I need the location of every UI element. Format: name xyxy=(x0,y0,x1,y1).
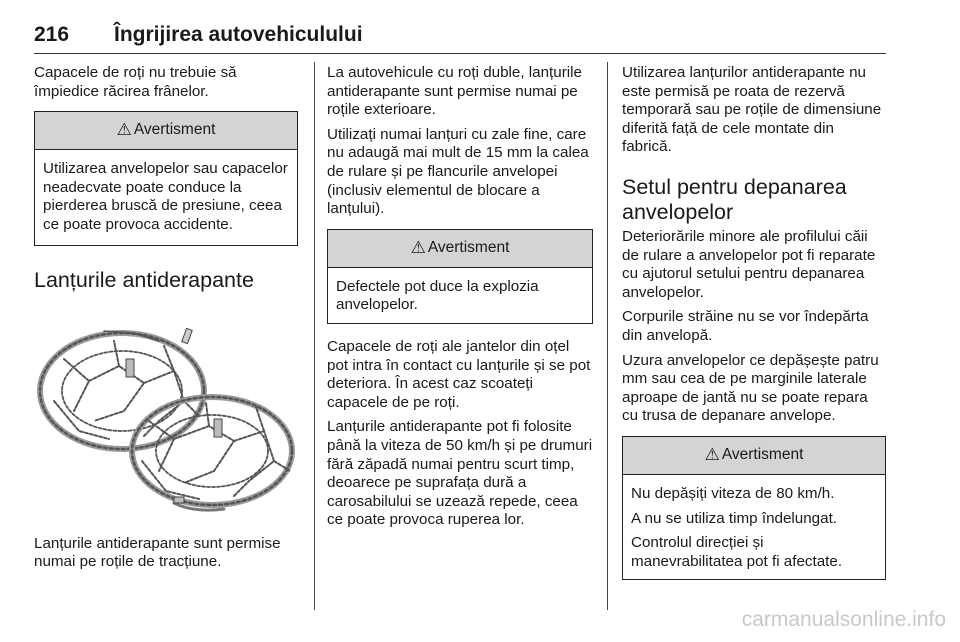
warning-triangle-icon: ⚠ xyxy=(410,237,426,257)
paragraph: La autovehicule cu roți duble, lanțurile antiderapante sunt permise numai pe roțile exterioare. xyxy=(327,64,582,119)
warning-text: Defectele pot duce la explozia anvelopelor. xyxy=(336,277,539,314)
section-heading: Setul pentru depanarea anvelopelor xyxy=(622,174,847,224)
paragraph: Uzura anvelopelor ce depășește patru mm sau cea de pe marginile laterale aproape de jantă nu se poate repara cu trusa de depanare anvelope. xyxy=(622,351,879,425)
warning-body xyxy=(623,475,885,579)
paragraph: Utilizarea lanțurilor antiderapante nu este permisă pe roata de rezervă temporară sau pe roțile de dimensiune diferită față de cele montate din fabrică. xyxy=(622,64,882,156)
warning-header xyxy=(35,112,297,150)
snow-chains-drawing xyxy=(34,311,298,519)
page-title: Îngrijirea autovehiculului xyxy=(114,23,363,46)
watermark: carmanualsonline.info xyxy=(741,608,946,631)
warning-text: Nu depășiți viteza de 80 km/h. xyxy=(631,484,835,502)
column-2 xyxy=(327,64,593,536)
snow-chains-illustration xyxy=(34,311,298,519)
column-divider xyxy=(607,62,608,610)
page-header xyxy=(34,14,886,54)
warning-triangle-icon: ⚠ xyxy=(116,120,132,140)
paragraph: Lanțurile antiderapante pot fi folosite până la viteza de 50 km/h și pe drumuri fără zăpadă numai pentru scurt timp, deoarece pe suprafața dură a carosabilului se uzează repede, ceea ce poate provoca ruperea lor. xyxy=(327,418,593,529)
warning-header xyxy=(623,437,885,475)
warning-box xyxy=(327,229,593,324)
warning-body xyxy=(35,150,297,244)
warning-title: Avertisment xyxy=(133,121,216,139)
paragraph: Utilizați numai lanțuri cu zale fine, care nu adaugă mai mult de 15 mm la calea de rulare și pe flancurile anvelopei (inclusiv elementul de blocare a lanțului). xyxy=(327,125,589,218)
paragraph: Corpurile străine nu se vor îndepărta din anvelopă. xyxy=(622,308,869,344)
warning-text: Utilizarea anvelopelor sau capacelor neadecvate poate conduce la pierderea bruscă de presiune, ceea ce poate provoca accidente. xyxy=(43,160,288,233)
warning-header xyxy=(328,230,592,268)
warning-body xyxy=(328,268,592,323)
warning-box xyxy=(34,111,298,245)
warning-text: A nu se utiliza timp îndelungat. xyxy=(631,509,838,527)
warning-title: Avertisment xyxy=(427,238,510,256)
column-3 xyxy=(622,64,886,594)
warning-text: Controlul direcției și manevrabilitatea pot fi afectate. xyxy=(631,534,843,570)
paragraph: Lanțurile antiderapante sunt permise numai pe roțile de tracțiune. xyxy=(34,534,281,571)
warning-box xyxy=(622,436,886,580)
column-divider xyxy=(314,62,315,610)
page-number: 216 xyxy=(34,23,70,46)
paragraph: Capacele de roți ale jantelor din oțel pot intra în contact cu lanțurile și se pot deteriora. În acest caz scoateți capacele de pe roți. xyxy=(327,337,591,411)
warning-title: Avertisment xyxy=(721,446,804,464)
warning-triangle-icon: ⚠ xyxy=(704,445,720,465)
section-heading: Lanțurile antiderapante xyxy=(34,267,254,292)
column-1 xyxy=(34,64,298,578)
paragraph: Deteriorările minore ale profilului căii de rulare a anvelopelor pot fi reparate cu ajutorul setului pentru depanarea anvelopelor. xyxy=(622,227,876,301)
paragraph: Capacele de roți nu trebuie să împiedice răcirea frânelor. xyxy=(34,64,237,100)
